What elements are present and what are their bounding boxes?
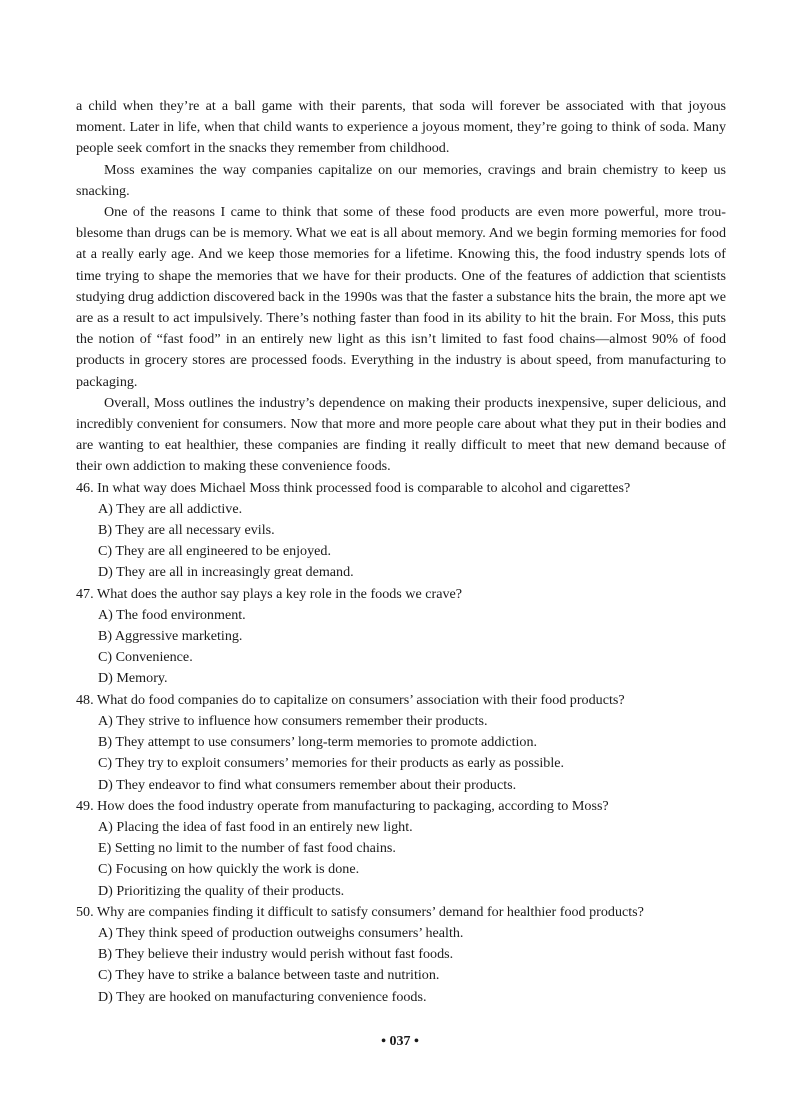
passage-paragraph: Moss examines the way companies capitalize on our memories, cravings and brain chemistry to keep us snacking. [76,161,726,199]
question-stem: 48. What do food companies do to capitalize on consumers’ association with their food products? [76,691,625,708]
answer-options [76,711,726,796]
answer-options [76,499,726,584]
answer-option: D) They are hooked on manufacturing convenience foods. [98,988,427,1005]
answer-options [76,923,726,1008]
answer-option: D) Prioritizing the quality of their products. [98,882,345,899]
answer-option: A) Placing the idea of fast food in an entirely new light. [98,818,413,835]
answer-option: C) They have to strike a balance between taste and nutrition. [98,967,440,984]
question-stem: 50. Why are companies finding it difficult to satisfy consumers’ demand for healthier food products? [76,903,644,920]
question-stem: 47. What does the author say plays a key role in the foods we crave? [76,585,463,602]
answer-options [76,605,726,690]
page-number: • 037 • [381,1034,419,1049]
question-stem: 49. How does the food industry operate from manufacturing to packaging, according to Moss? [76,797,609,814]
passage [76,96,726,478]
answer-option: E) Setting no limit to the number of fast food chains. [98,840,396,857]
answer-option: A) They strive to influence how consumers remember their products. [98,712,488,729]
question-47 [76,584,726,690]
question-49 [76,796,726,902]
answer-option: D) Memory. [98,670,168,687]
document-page [76,96,726,1008]
answer-option: B) They attempt to use consumers’ long-term memories to promote addiction. [98,734,538,751]
answer-option: A) They think speed of production outweighs consumers’ health. [98,924,464,941]
answer-option: B) They are all necessary evils. [98,522,275,539]
answer-option: C) Focusing on how quickly the work is done. [98,861,360,878]
question-46 [76,478,726,584]
question-list [76,478,726,1008]
answer-option: C) They are all engineered to be enjoyed. [98,543,331,560]
question-stem: 46. In what way does Michael Moss think processed food is comparable to alcohol and cigarettes? [76,479,631,496]
answer-option: C) They try to exploit consumers’ memories for their products as early as possible. [98,755,565,772]
answer-option: D) They endeavor to find what consumers remember about their products. [98,776,517,793]
answer-option: B) They believe their industry would perish without fast foods. [98,946,454,963]
question-48 [76,690,726,796]
answer-option: B) Aggressive marketing. [98,628,243,645]
passage-paragraph: One of the reasons I came to think that some of these food products are even more powerful, more troublesome than drugs can be is memory. What we eat is all about memory. And we begin forming memories for food at a really early age. And we keep those memories for a lifetime. Knowing this, the food industry spends lots of time trying to shape the memories that we have for their products. One of the features of addiction that scientists studying drug addiction discovered back in the 1990s was that the faster a substance hits the brain, the more apt we are as a result to act impulsively. There’s nothing faster than food in its ability to hit the brain. For Moss, this puts the notion of “fast food” in an entirely new light as this isn’t limited to fast food chains—almost 90% of food products in grocery stores are processed foods. Everything in the industry is about speed, from manufacturing to packaging. [76,204,726,390]
answer-option: D) They are all in increasingly great demand. [98,564,354,581]
answer-option: A) They are all addictive. [98,500,243,517]
question-50 [76,902,726,1008]
answer-option: A) The food environment. [98,606,246,623]
passage-paragraph: Overall, Moss outlines the industry’s dependence on making their products inexpensive, super delicious, and incredibly convenient for consumers. Now that more and more people care about what they put in their bodies and are wanting to eat healthier, these companies are finding it really difficult to meet that new demand because of their own addiction to making these convenience foods. [76,394,726,475]
answer-option: C) Convenience. [98,649,193,666]
passage-paragraph: a child when they’re at a ball game with their parents, that soda will forever be associated with that joyous moment. Later in life, when that child wants to experience a joyous moment, they’re going to think of soda. Many people seek comfort in the snacks they remember from childhood. [76,98,726,157]
answer-options [76,817,726,902]
